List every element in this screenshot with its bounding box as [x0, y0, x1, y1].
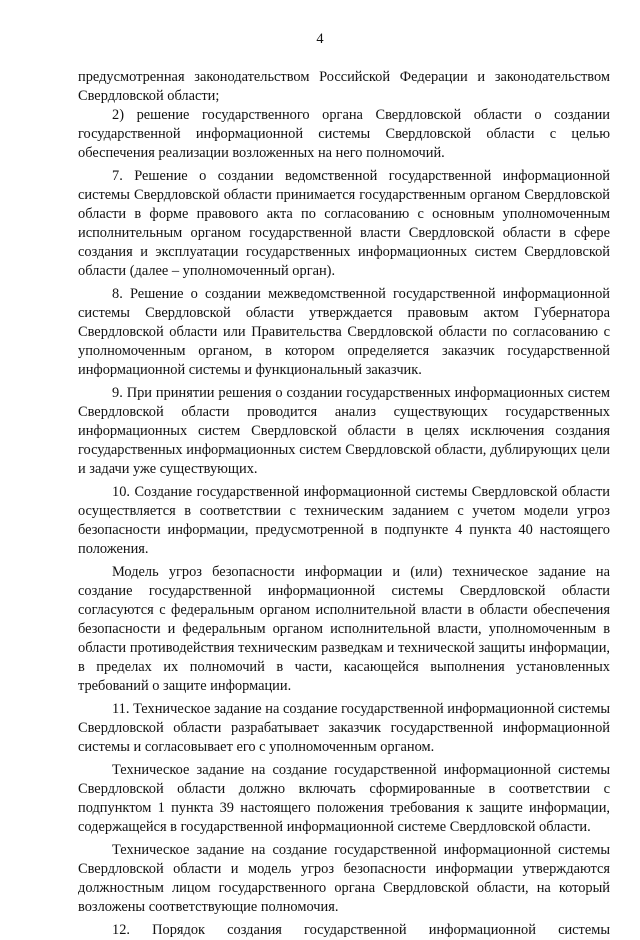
page-number: 4 — [316, 31, 324, 47]
document-body — [78, 68, 610, 940]
paragraph-8: 8. Решение о создании межведомственной государственной информационной системы Свердловской области утверждается правовым актом Губернатора Свердловской области или Правительства Свердловской области по согласованию с уполномоченным органом, в котором определяется заказчик государственной информационной системы и функциональный заказчик. — [78, 286, 610, 378]
paragraph-10-threat-model: Модель угроз безопасности информации и (или) техническое задание на создание государственной информационной системы Свердловской области согласуются с федеральным органом исполнительной власти в области обеспечения безопасности и федеральным органом исполнительной власти, уполномоченным в области противодействия техническим разведкам и технической защиты информации, в пределах их полномочий в части, касающейся выполнения установленных требований о защите информации. — [78, 564, 610, 694]
paragraph-12: 12. Порядок создания государственной информационной системы — [112, 922, 610, 938]
paragraph-continuation: предусмотренная законодательством Российской Федерации и законодательством Свердловской области; — [78, 69, 610, 104]
paragraph-6-item-2: 2) решение государственного органа Свердловской области о создании государственной информационной системы Свердловской области с целью обеспечения реализации возложенных на него полномочий. — [78, 107, 610, 161]
paragraph-11-approval: Техническое задание на создание государственной информационной системы Свердловской области и модель угроз безопасности информации утверждаются должностным лицом государственного органа Свердловской области, на который возложены соответствующие полномочия. — [78, 842, 610, 915]
paragraph-9: 9. При принятии решения о создании государственных информационных систем Свердловской области проводится анализ существующих государственных информационных систем Свердловской области в целях исключения создания государственных информационных систем Свердловской области, дублирующих цели и задачи уже существующих. — [78, 385, 610, 477]
paragraph-10: 10. Создание государственной информационной системы Свердловской области осуществляется в соответствии с техническим заданием с учетом модели угроз безопасности информации, предусмотренной в подпункте 4 пункта 40 настоящего положения. — [78, 484, 610, 557]
paragraph-11-requirements: Техническое задание на создание государственной информационной системы Свердловской области должно включать сформированные в соответствии с подпунктом 1 пункта 39 настоящего положения требования к защите информации, содержащейся в государственной информационной системе Свердловской области. — [78, 762, 610, 835]
paragraph-7: 7. Решение о создании ведомственной государственной информационной системы Свердловской области принимается государственным органом Свердловской области в форме правового акта по согласованию с основным уполномоченным исполнительным органом государственной власти Свердловской области в сфере создания и эксплуатации государственных информационных систем Свердловской области (далее – уполномоченный орган). — [78, 168, 610, 279]
paragraph-11: 11. Техническое задание на создание государственной информационной системы Свердловской области разрабатывает заказчик государственной информационной системы и согласовывает его с уполномоченным органом. — [78, 701, 610, 755]
